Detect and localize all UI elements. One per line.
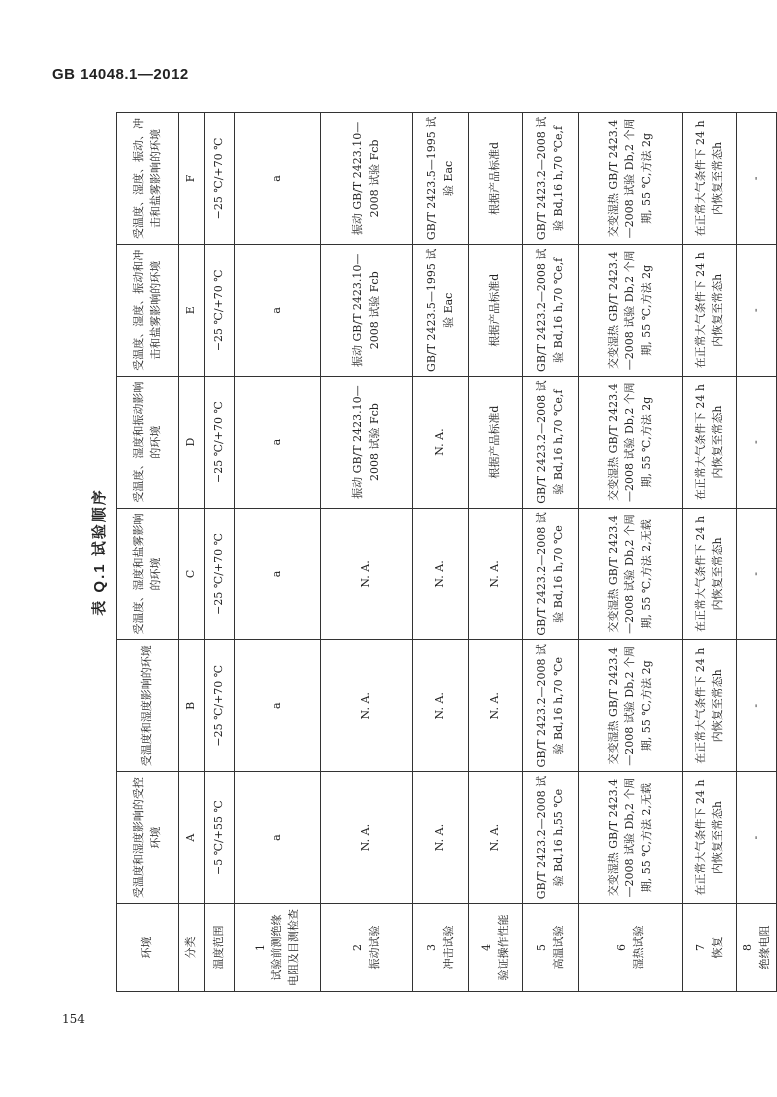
row-label-line: 高温试验 <box>551 925 565 970</box>
data-cell: GB/T 2423.2—2008 试验 Bd,16 h,70 ℃e,f <box>523 244 579 376</box>
rotated-table-block <box>88 112 771 992</box>
row-label-line: 6 <box>615 944 628 951</box>
row-label-cell <box>235 904 321 992</box>
data-cell: 振动 GB/T 2423.10—2008 试验 Fcb <box>321 244 413 376</box>
standard-number: GB 14048.1—2012 <box>52 66 189 83</box>
data-cell: 振动 GB/T 2423.10—2008 试验 Fcb <box>321 376 413 508</box>
row-label-line: 冲击试验 <box>441 925 455 970</box>
page-number: 154 <box>62 1012 85 1026</box>
data-cell: a <box>235 376 321 508</box>
table-row <box>321 113 413 992</box>
data-cell: N. A. <box>413 772 469 904</box>
data-cell: N. A. <box>413 508 469 640</box>
data-cell: GB/T 2423.5—1995 试验 Eac <box>413 244 469 376</box>
data-cell: a <box>235 772 321 904</box>
data-cell: N. A. <box>469 772 523 904</box>
row-label-cell <box>469 904 523 992</box>
data-cell: N. A. <box>413 640 469 772</box>
data-cell: - <box>737 640 777 772</box>
class-cell: D <box>179 376 205 508</box>
row-label-cell <box>523 904 579 992</box>
data-cell: - <box>737 113 777 245</box>
table-row <box>117 113 179 992</box>
data-cell: 根据产品标准d <box>469 376 523 508</box>
data-cell: a <box>235 113 321 245</box>
data-cell: 在正常大气条件下 24 h 内恢复至常态h <box>683 376 737 508</box>
table-row <box>579 113 683 992</box>
data-cell: 交变湿热 GB/T 2423.4—2008 试验 Db,2 个周期, 55 ℃,方法 2g <box>579 376 683 508</box>
data-cell: GB/T 2423.5—1995 试验 Eac <box>413 113 469 245</box>
temp-header-cell: 温度范围 <box>205 904 235 992</box>
row-label-line: 振动试验 <box>367 925 381 970</box>
row-label-line: 电阻及目测检查 <box>286 909 300 986</box>
env-desc-cell: 受温度和湿度影响的受控环境 <box>117 772 179 904</box>
table-row <box>737 113 777 992</box>
row-label-cell <box>737 904 777 992</box>
row-label-cell <box>413 904 469 992</box>
row-label-line: 3 <box>425 944 438 951</box>
data-cell: N. A. <box>321 508 413 640</box>
row-label-line: 恢复 <box>710 936 724 959</box>
data-cell: 交变湿热 GB/T 2423.4—2008 试验 Db,2 个周期, 55 ℃,方法 2g <box>579 640 683 772</box>
env-desc-cell: 受温度、湿度、振动和冲击和盐雾影响的环境 <box>117 244 179 376</box>
env-desc-cell: 受温度和湿度影响的环境 <box>117 640 179 772</box>
row-label-line: 4 <box>480 944 493 951</box>
row-label-line: 验证操作性能 <box>496 914 510 981</box>
table-row <box>523 113 579 992</box>
row-label-line: 1 <box>253 944 267 951</box>
class-cell: A <box>179 772 205 904</box>
data-cell: a <box>235 508 321 640</box>
row-label-line: 7 <box>694 944 707 951</box>
data-cell: a <box>235 640 321 772</box>
data-cell: 根据产品标准d <box>469 113 523 245</box>
table-row <box>469 113 523 992</box>
row-label-line: 湿热试验 <box>631 925 645 970</box>
data-cell: 交变湿热 GB/T 2423.4—2008 试验 Db,2 个周期, 55 ℃,方法 2,无载 <box>579 508 683 640</box>
env-desc-cell: 受温度、湿度和振动影响的环境 <box>117 376 179 508</box>
class-cell: B <box>179 640 205 772</box>
data-cell: 根据产品标准d <box>469 244 523 376</box>
row-label-cell <box>683 904 737 992</box>
row-label-line: 绝缘电阻 <box>757 925 771 970</box>
class-header-cell: 分类 <box>179 904 205 992</box>
env-header-cell: 环境 <box>117 904 179 992</box>
data-cell: 在正常大气条件下 24 h 内恢复至常态h <box>683 772 737 904</box>
data-cell: 振动 GB/T 2423.10—2008 试验 Fcb <box>321 113 413 245</box>
data-cell: - <box>737 508 777 640</box>
row-label-line: 5 <box>535 944 548 951</box>
temp-cell: −25 ℃/+70 ℃ <box>205 508 235 640</box>
data-cell: GB/T 2423.2—2008 试验 Bd,16 h,70 ℃e <box>523 640 579 772</box>
data-cell: N. A. <box>469 640 523 772</box>
data-cell: 在正常大气条件下 24 h 内恢复至常态h <box>683 508 737 640</box>
row-label-line: 8 <box>741 944 754 951</box>
temp-cell: −25 ℃/+70 ℃ <box>205 640 235 772</box>
row-label-cell <box>579 904 683 992</box>
data-cell: GB/T 2423.2—2008 试验 Bd,16 h,70 ℃e <box>523 508 579 640</box>
temp-cell: −5 ℃/+55 ℃ <box>205 772 235 904</box>
table-row <box>179 113 205 992</box>
temp-cell: −25 ℃/+70 ℃ <box>205 113 235 245</box>
data-cell: GB/T 2423.2—2008 试验 Bd,16 h,70 ℃e,f <box>523 113 579 245</box>
data-cell: 在正常大气条件下 24 h 内恢复至常态h <box>683 113 737 245</box>
data-cell: a <box>235 244 321 376</box>
data-cell: GB/T 2423.2—2008 试验 Bd,16 h,70 ℃e,f <box>523 376 579 508</box>
class-cell: E <box>179 244 205 376</box>
data-cell: 在正常大气条件下 24 h 内恢复至常态h <box>683 640 737 772</box>
test-sequence-table <box>116 112 777 992</box>
table-row <box>683 113 737 992</box>
data-cell: 在正常大气条件下 24 h 内恢复至常态h <box>683 244 737 376</box>
data-cell: N. A. <box>469 508 523 640</box>
data-cell: N. A. <box>413 376 469 508</box>
class-cell: C <box>179 508 205 640</box>
temp-cell: −25 ℃/+70 ℃ <box>205 244 235 376</box>
env-desc-cell: 受温度、湿度和盐雾影响的环境 <box>117 508 179 640</box>
data-cell: N. A. <box>321 640 413 772</box>
env-desc-cell: 受温度、湿度、振动、冲击和盐雾影响的环境 <box>117 113 179 245</box>
table-row <box>413 113 469 992</box>
table-row <box>205 113 235 992</box>
data-cell: 交变湿热 GB/T 2423.4—2008 试验 Db,2 个周期, 55 ℃,方法 2,无载 <box>579 772 683 904</box>
row-label-line: 试验前测绝缘 <box>270 914 284 981</box>
data-cell: 交变湿热 GB/T 2423.4—2008 试验 Db,2 个周期, 55 ℃,方法 2g <box>579 244 683 376</box>
row-label-line: 2 <box>351 944 364 951</box>
data-cell: - <box>737 244 777 376</box>
class-cell: F <box>179 113 205 245</box>
table-row <box>235 113 321 992</box>
row-label-cell <box>321 904 413 992</box>
temp-cell: −25 ℃/+70 ℃ <box>205 376 235 508</box>
data-cell: N. A. <box>321 772 413 904</box>
data-cell: GB/T 2423.2—2008 试验 Bd,16 h,55 ℃e <box>523 772 579 904</box>
data-cell: - <box>737 376 777 508</box>
data-cell: 交变湿热 GB/T 2423.4—2008 试验 Db,2 个周期, 55 ℃,方法 2g <box>579 113 683 245</box>
table-title: 表 Q.1 试验顺序 <box>91 488 108 616</box>
data-cell: - <box>737 772 777 904</box>
